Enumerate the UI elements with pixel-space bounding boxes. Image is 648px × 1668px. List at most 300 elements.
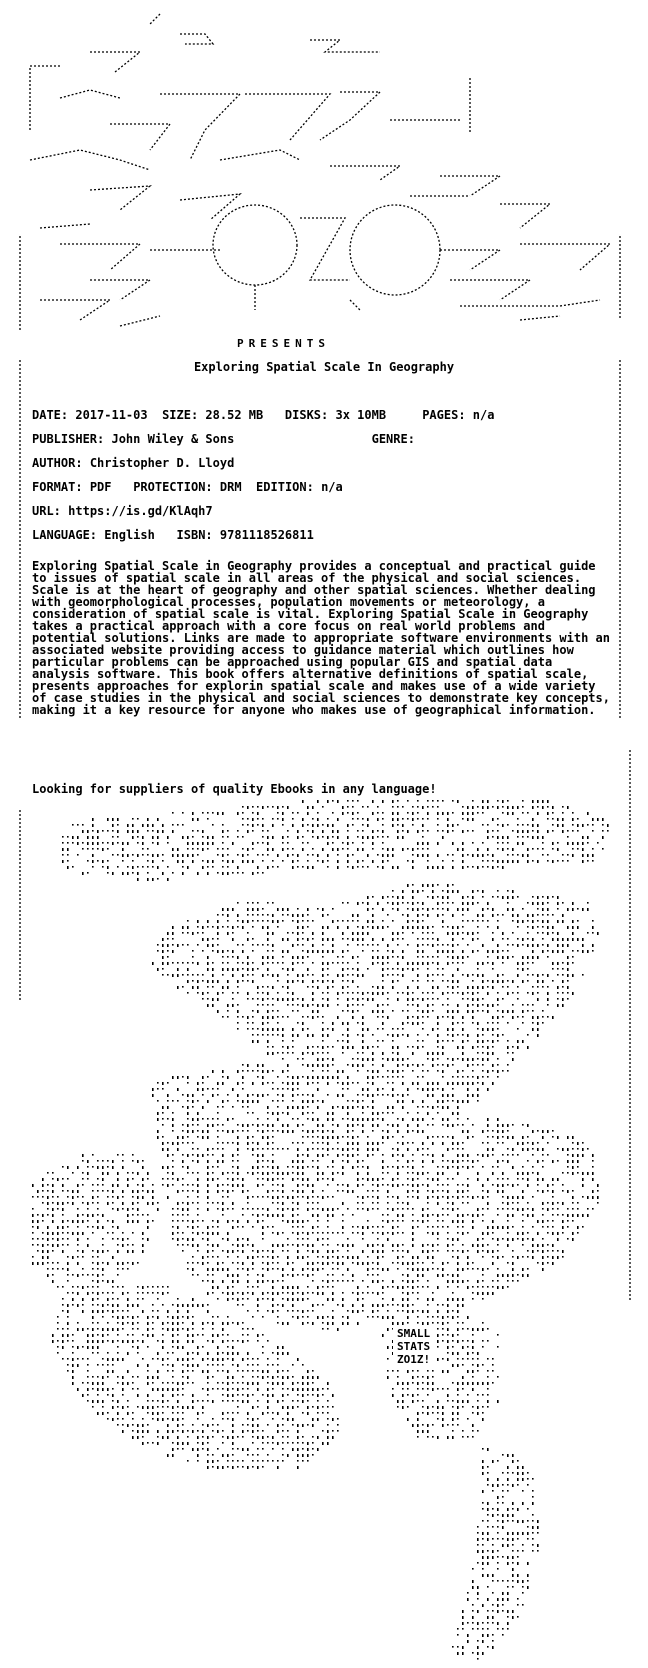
- dragon-dot: [522, 1004, 524, 1006]
- dragon-dot: [462, 1244, 464, 1246]
- dragon-dot: [427, 1094, 429, 1097]
- dragon-dot: [77, 1250, 79, 1252]
- dragon-dot: [397, 1124, 399, 1127]
- dragon-dot: [32, 1196, 34, 1198]
- dragon-dot: [232, 1130, 234, 1133]
- dragon-dot: [557, 824, 559, 827]
- dragon-dot: [222, 1016, 224, 1018]
- dragon-dot: [312, 1094, 314, 1097]
- dragon-dot: [97, 1184, 99, 1186]
- dragon-dot: [382, 992, 384, 995]
- dragon-dot: [457, 890, 459, 893]
- dragon-dot: [117, 1322, 119, 1324]
- dragon-dot: [457, 1172, 459, 1175]
- dragon-dot: [317, 1196, 319, 1198]
- dragon-dot: [487, 1178, 489, 1181]
- dragon-dot: [252, 938, 254, 940]
- dragon-dot: [107, 1172, 109, 1175]
- dragon-dot: [297, 1256, 299, 1259]
- dragon-dot: [312, 1052, 314, 1055]
- dragon-dot: [487, 866, 489, 868]
- dragon-dot: [592, 920, 594, 922]
- dragon-dot: [442, 1076, 444, 1078]
- dragon-dot: [417, 1184, 419, 1187]
- dragon-dot: [252, 1172, 254, 1175]
- dragon-dot: [62, 836, 64, 838]
- dragon-dot: [292, 1244, 294, 1246]
- dragon-dot: [522, 968, 524, 971]
- dragon-dot: [417, 1286, 419, 1288]
- dragon-dot: [477, 992, 479, 994]
- dragon-dot: [467, 1286, 469, 1289]
- dragon-dot: [57, 1352, 59, 1354]
- dragon-dot: [452, 1034, 454, 1037]
- dragon-dot: [557, 1004, 559, 1007]
- dragon-dot: [357, 1070, 359, 1072]
- dragon-dot: [317, 1082, 319, 1084]
- dragon-dot: [347, 1040, 349, 1043]
- dragon-dot: [322, 1070, 324, 1072]
- dragon-dot: [407, 1016, 409, 1019]
- dragon-dot: [257, 1256, 259, 1258]
- dragon-dot: [477, 938, 479, 940]
- dragon-dot: [322, 1280, 324, 1282]
- dragon-dot: [202, 1232, 204, 1234]
- dragon-dot: [457, 980, 459, 983]
- dragon-dot: [257, 1370, 259, 1372]
- dragon-dot: [422, 1214, 424, 1217]
- dragon-dot: [312, 938, 314, 940]
- dragon-dot: [287, 854, 289, 857]
- dragon-dot: [357, 1226, 359, 1228]
- dragon-dot: [197, 1364, 199, 1367]
- dragon-dot: [237, 980, 239, 983]
- dragon-dot: [407, 812, 409, 814]
- dragon-dot: [512, 890, 514, 893]
- dragon-dot: [447, 1184, 449, 1186]
- dragon-dot: [257, 920, 259, 922]
- dragon-dot: [392, 1208, 394, 1211]
- dragon-dot: [407, 1166, 409, 1168]
- dragon-dot: [282, 914, 284, 916]
- dragon-dot: [222, 1328, 224, 1331]
- dragon-dot: [392, 1280, 394, 1283]
- dragon-dot: [47, 1208, 49, 1210]
- dragon-dot: [72, 1232, 74, 1235]
- dragon-dot: [102, 1334, 104, 1337]
- dragon-dot: [272, 1256, 274, 1259]
- dragon-dot: [407, 1022, 409, 1024]
- dragon-dot: [552, 848, 554, 850]
- dragon-dot: [322, 938, 324, 941]
- dragon-dot: [417, 1322, 419, 1324]
- dragon-dot: [257, 1220, 259, 1223]
- dragon-dot: [537, 800, 539, 803]
- dragon-dot: [462, 1190, 464, 1193]
- dragon-dot: [282, 1274, 284, 1277]
- dragon-dot: [262, 1148, 264, 1150]
- dragon-dot: [107, 1262, 109, 1265]
- dragon-dot: [477, 1052, 479, 1054]
- dragon-dot: [237, 1136, 239, 1139]
- dragon-dot: [57, 1316, 59, 1318]
- dragon-dot: [127, 1304, 129, 1307]
- dragon-dot: [422, 1022, 424, 1024]
- dragon-dot: [102, 1160, 104, 1162]
- dragon-dot: [397, 1250, 399, 1252]
- dragon-dot: [212, 1250, 214, 1252]
- dragon-dot: [227, 914, 229, 917]
- dragon-dot: [537, 806, 539, 808]
- dragon-dot: [367, 1286, 369, 1288]
- dragon-dot: [147, 848, 149, 850]
- dragon-dot: [342, 1118, 344, 1120]
- dragon-dot: [42, 1220, 44, 1222]
- dragon-dot: [322, 956, 324, 958]
- dragon-dot: [227, 1238, 229, 1241]
- dragon-dot: [302, 1166, 304, 1169]
- dragon-dot: [492, 932, 494, 934]
- dragon-dot: [507, 1208, 509, 1210]
- dragon-dot: [492, 1166, 494, 1168]
- dragon-dot: [507, 1160, 509, 1163]
- dragon-dot: [382, 1052, 384, 1055]
- dragon-dot: [427, 1256, 429, 1259]
- dragon-dot: [407, 800, 409, 802]
- dragon-dot: [102, 1178, 104, 1181]
- dragon-dot: [382, 1226, 384, 1228]
- dragon-dot: [482, 1250, 484, 1252]
- dragon-dot: [107, 1280, 109, 1283]
- dragon-dot: [557, 1232, 559, 1235]
- dragon-dot: [467, 1190, 469, 1192]
- dragon-dot: [287, 1250, 289, 1252]
- dragon-dot: [382, 986, 384, 989]
- dragon-dot: [297, 1238, 299, 1240]
- dragon-dot: [262, 1226, 264, 1229]
- dragon-dot: [377, 1112, 379, 1115]
- dragon-dot: [77, 1190, 79, 1193]
- dragon-dot: [232, 872, 234, 874]
- dragon-dot: [327, 1178, 329, 1180]
- dragon-dot: [132, 1250, 134, 1253]
- dragon-dot: [247, 1070, 249, 1072]
- dragon-dot: [362, 1046, 364, 1049]
- dragon-dot: [517, 986, 519, 988]
- dragon-dot: [407, 1058, 409, 1060]
- dragon-dot: [242, 1124, 244, 1127]
- dragon-dot: [527, 1004, 529, 1006]
- dragon-dot: [497, 896, 499, 898]
- dragon-dot: [52, 1340, 54, 1343]
- dragon-dot: [567, 836, 569, 838]
- dragon-dot: [407, 1004, 409, 1006]
- dragon-dot: [492, 830, 494, 832]
- dragon-dot: [487, 986, 489, 988]
- dragon-dot: [537, 914, 539, 916]
- dragon-dot: [247, 908, 249, 911]
- dragon-dot: [242, 1016, 244, 1018]
- dragon-dot: [412, 1286, 414, 1289]
- dragon-dot: [222, 1334, 224, 1336]
- dragon-dot: [172, 1334, 174, 1337]
- dragon-dot: [522, 1190, 524, 1193]
- dragon-dot: [177, 1244, 179, 1246]
- dragon-dot: [217, 1148, 219, 1150]
- dragon-dot: [197, 980, 199, 983]
- dragon-dot: [437, 1022, 439, 1025]
- dragon-dot: [507, 1022, 509, 1024]
- dragon-dot: [237, 1154, 239, 1156]
- dragon-dot: [522, 1238, 524, 1241]
- dragon-dot: [362, 1166, 364, 1168]
- dragon-dot: [372, 1304, 374, 1307]
- dragon-dot: [167, 1166, 169, 1169]
- dragon-dot: [527, 1010, 529, 1012]
- dragon-dot: [347, 920, 349, 922]
- dragon-dot: [97, 1310, 99, 1313]
- dragon-dot: [522, 854, 524, 857]
- dragon-dot: [297, 1088, 299, 1090]
- dragon-dot: [437, 1028, 439, 1030]
- dragon-dot: [367, 944, 369, 946]
- dragon-dot: [377, 944, 379, 946]
- dragon-dot: [102, 830, 104, 832]
- dragon-dot: [102, 1304, 104, 1307]
- dragon-dot: [352, 1148, 354, 1150]
- dragon-dot: [392, 854, 394, 857]
- dragon-dot: [72, 1304, 74, 1306]
- dragon-dot: [347, 1100, 349, 1102]
- dragon-dot: [267, 962, 269, 964]
- dragon-dot: [267, 920, 269, 922]
- dragon-dot: [272, 1148, 274, 1150]
- dragon-dot: [302, 1298, 304, 1301]
- dragon-dot: [217, 914, 219, 916]
- dragon-dot: [417, 1316, 419, 1318]
- dragon-dot: [367, 1070, 369, 1072]
- dragon-dot: [122, 1154, 124, 1156]
- dragon-dot: [262, 1280, 264, 1283]
- dragon-dot: [537, 1148, 539, 1151]
- dragon-dot: [182, 944, 184, 946]
- dragon-dot: [297, 1316, 299, 1319]
- dragon-dot: [252, 1250, 254, 1252]
- dragon-dot: [522, 908, 524, 910]
- dragon-dot: [327, 1112, 329, 1115]
- dragon-dot: [452, 860, 454, 862]
- dragon-dot: [547, 896, 549, 899]
- dragon-dot: [97, 836, 99, 839]
- dragon-dot: [322, 1040, 324, 1042]
- dragon-dot: [387, 968, 389, 970]
- dragon-dot: [367, 902, 369, 905]
- dragon-dot: [222, 1208, 224, 1211]
- dragon-dot: [217, 998, 219, 1001]
- logo-stroke: [245, 94, 330, 140]
- dragon-dot: [482, 998, 484, 1000]
- dragon-dot: [297, 1034, 299, 1037]
- dragon-dot: [317, 1148, 319, 1150]
- dragon-dot: [207, 1274, 209, 1276]
- dragon-dot: [297, 830, 299, 833]
- dragon-dot: [142, 1298, 144, 1300]
- dragon-dot: [382, 1220, 384, 1222]
- dragon-dot: [297, 1274, 299, 1276]
- dragon-dot: [312, 1196, 314, 1198]
- dragon-dot: [462, 1070, 464, 1072]
- dragon-dot: [242, 1100, 244, 1103]
- dragon-dot: [67, 1304, 69, 1307]
- dragon-dot: [487, 1190, 489, 1193]
- dragon-dot: [342, 1040, 344, 1042]
- dragon-dot: [362, 1232, 364, 1235]
- dragon-dot: [392, 938, 394, 941]
- dragon-dot: [312, 1202, 314, 1204]
- dragon-dot: [107, 1364, 109, 1366]
- dragon-dot: [562, 950, 564, 953]
- dragon-dot: [387, 1358, 389, 1360]
- dragon-dot: [417, 1112, 419, 1114]
- dragon-dot: [432, 944, 434, 947]
- dragon-dot: [32, 1220, 34, 1223]
- dragon-dot: [312, 1370, 314, 1372]
- dragon-dot: [162, 968, 164, 970]
- dragon-dot: [367, 1172, 369, 1175]
- dragon-dot: [432, 998, 434, 1000]
- dragon-dot: [432, 1064, 434, 1067]
- dragon-dot: [572, 830, 574, 832]
- dragon-dot: [567, 908, 569, 911]
- dragon-dot: [172, 1316, 174, 1319]
- dragon-dot: [347, 1148, 349, 1151]
- dragon-dot: [102, 1358, 104, 1360]
- dragon-dot: [327, 1286, 329, 1288]
- dragon-dot: [142, 1340, 144, 1343]
- dragon-dot: [187, 1196, 189, 1198]
- dragon-dot: [417, 842, 419, 845]
- dragon-dot: [122, 1190, 124, 1193]
- dragon-dot: [282, 1094, 284, 1097]
- dragon-dot: [322, 1052, 324, 1054]
- dragon-dot: [417, 890, 419, 893]
- dragon-dot: [207, 1226, 209, 1229]
- dragon-dot: [107, 860, 109, 862]
- dragon-dot: [527, 1178, 529, 1181]
- dragon-dot: [592, 860, 594, 862]
- dragon-dot: [167, 1328, 169, 1331]
- dragon-dot: [172, 974, 174, 977]
- dragon-dot: [407, 1190, 409, 1193]
- dragon-dot: [312, 1070, 314, 1072]
- dragon-dot: [372, 1100, 374, 1103]
- dragon-dot: [252, 812, 254, 814]
- dragon-dot: [462, 1076, 464, 1078]
- dragon-dot: [362, 944, 364, 946]
- dragon-dot: [277, 1028, 279, 1031]
- dragon-dot: [302, 1322, 304, 1325]
- dragon-dot: [197, 1184, 199, 1187]
- dragon-dot: [442, 800, 444, 802]
- dragon-dot: [547, 1262, 549, 1264]
- dragon-dot: [332, 1058, 334, 1061]
- dragon-dot: [457, 1238, 459, 1241]
- dragon-dot: [287, 1106, 289, 1109]
- dragon-dot: [407, 1124, 409, 1127]
- dragon-dot: [502, 842, 504, 844]
- dragon-dot: [182, 1202, 184, 1204]
- dragon-dot: [362, 848, 364, 851]
- dragon-dot: [362, 1058, 364, 1061]
- dragon-dot: [167, 1292, 169, 1294]
- dragon-dot: [37, 1226, 39, 1229]
- dragon-dot: [542, 938, 544, 940]
- dragon-dot: [577, 1148, 579, 1150]
- dragon-dot: [427, 1034, 429, 1036]
- dragon-dot: [412, 818, 414, 821]
- dragon-dot: [157, 1082, 159, 1084]
- dragon-dot: [447, 1316, 449, 1318]
- dragon-dot: [457, 1106, 459, 1109]
- dragon-dot: [437, 842, 439, 845]
- dragon-dot: [437, 806, 439, 808]
- dragon-dot: [527, 836, 529, 838]
- dragon-dot: [127, 854, 129, 857]
- dragon-dot: [417, 1280, 419, 1282]
- dragon-dot: [232, 1244, 234, 1246]
- dragon-dot: [202, 1256, 204, 1259]
- dragon-dot: [77, 1226, 79, 1228]
- dragon-dot: [487, 1268, 489, 1270]
- dragon-dot: [77, 824, 79, 826]
- dragon-dot: [467, 1166, 469, 1169]
- dragon-dot: [552, 1196, 554, 1198]
- dragon-dot: [502, 986, 504, 988]
- dragon-dot: [217, 1316, 219, 1318]
- dragon-dot: [372, 908, 374, 910]
- dragon-dot: [447, 1310, 449, 1313]
- dragon-dot: [287, 1172, 289, 1175]
- dragon-dot: [252, 824, 254, 827]
- dragon-dot: [422, 998, 424, 1001]
- dragon-dot: [77, 1214, 79, 1217]
- dragon-dot: [447, 1010, 449, 1013]
- dragon-dot: [202, 1076, 204, 1079]
- dragon-dot: [377, 902, 379, 905]
- dragon-dot: [387, 1190, 389, 1193]
- dragon-dot: [132, 1262, 134, 1265]
- dragon-dot: [247, 1298, 249, 1300]
- dragon-dot: [282, 1082, 284, 1084]
- dragon-dot: [422, 1160, 424, 1163]
- dragon-dot: [472, 1214, 474, 1217]
- dragon-dot: [227, 1352, 229, 1355]
- dragon-dot: [312, 848, 314, 850]
- dragon-dot: [117, 824, 119, 826]
- dragon-dot: [57, 1202, 59, 1205]
- dragon-dot: [197, 944, 199, 946]
- dragon-dot: [402, 1028, 404, 1030]
- dragon-dot: [252, 1370, 254, 1372]
- dragon-dot: [352, 1142, 354, 1145]
- dragon-dot: [177, 1208, 179, 1210]
- dragon-dot: [272, 974, 274, 977]
- dragon-dot: [402, 1274, 404, 1276]
- dragon-dot: [352, 1124, 354, 1127]
- dragon-dot: [232, 1004, 234, 1007]
- dragon-dot: [492, 1136, 494, 1138]
- dragon-dot: [332, 1286, 334, 1288]
